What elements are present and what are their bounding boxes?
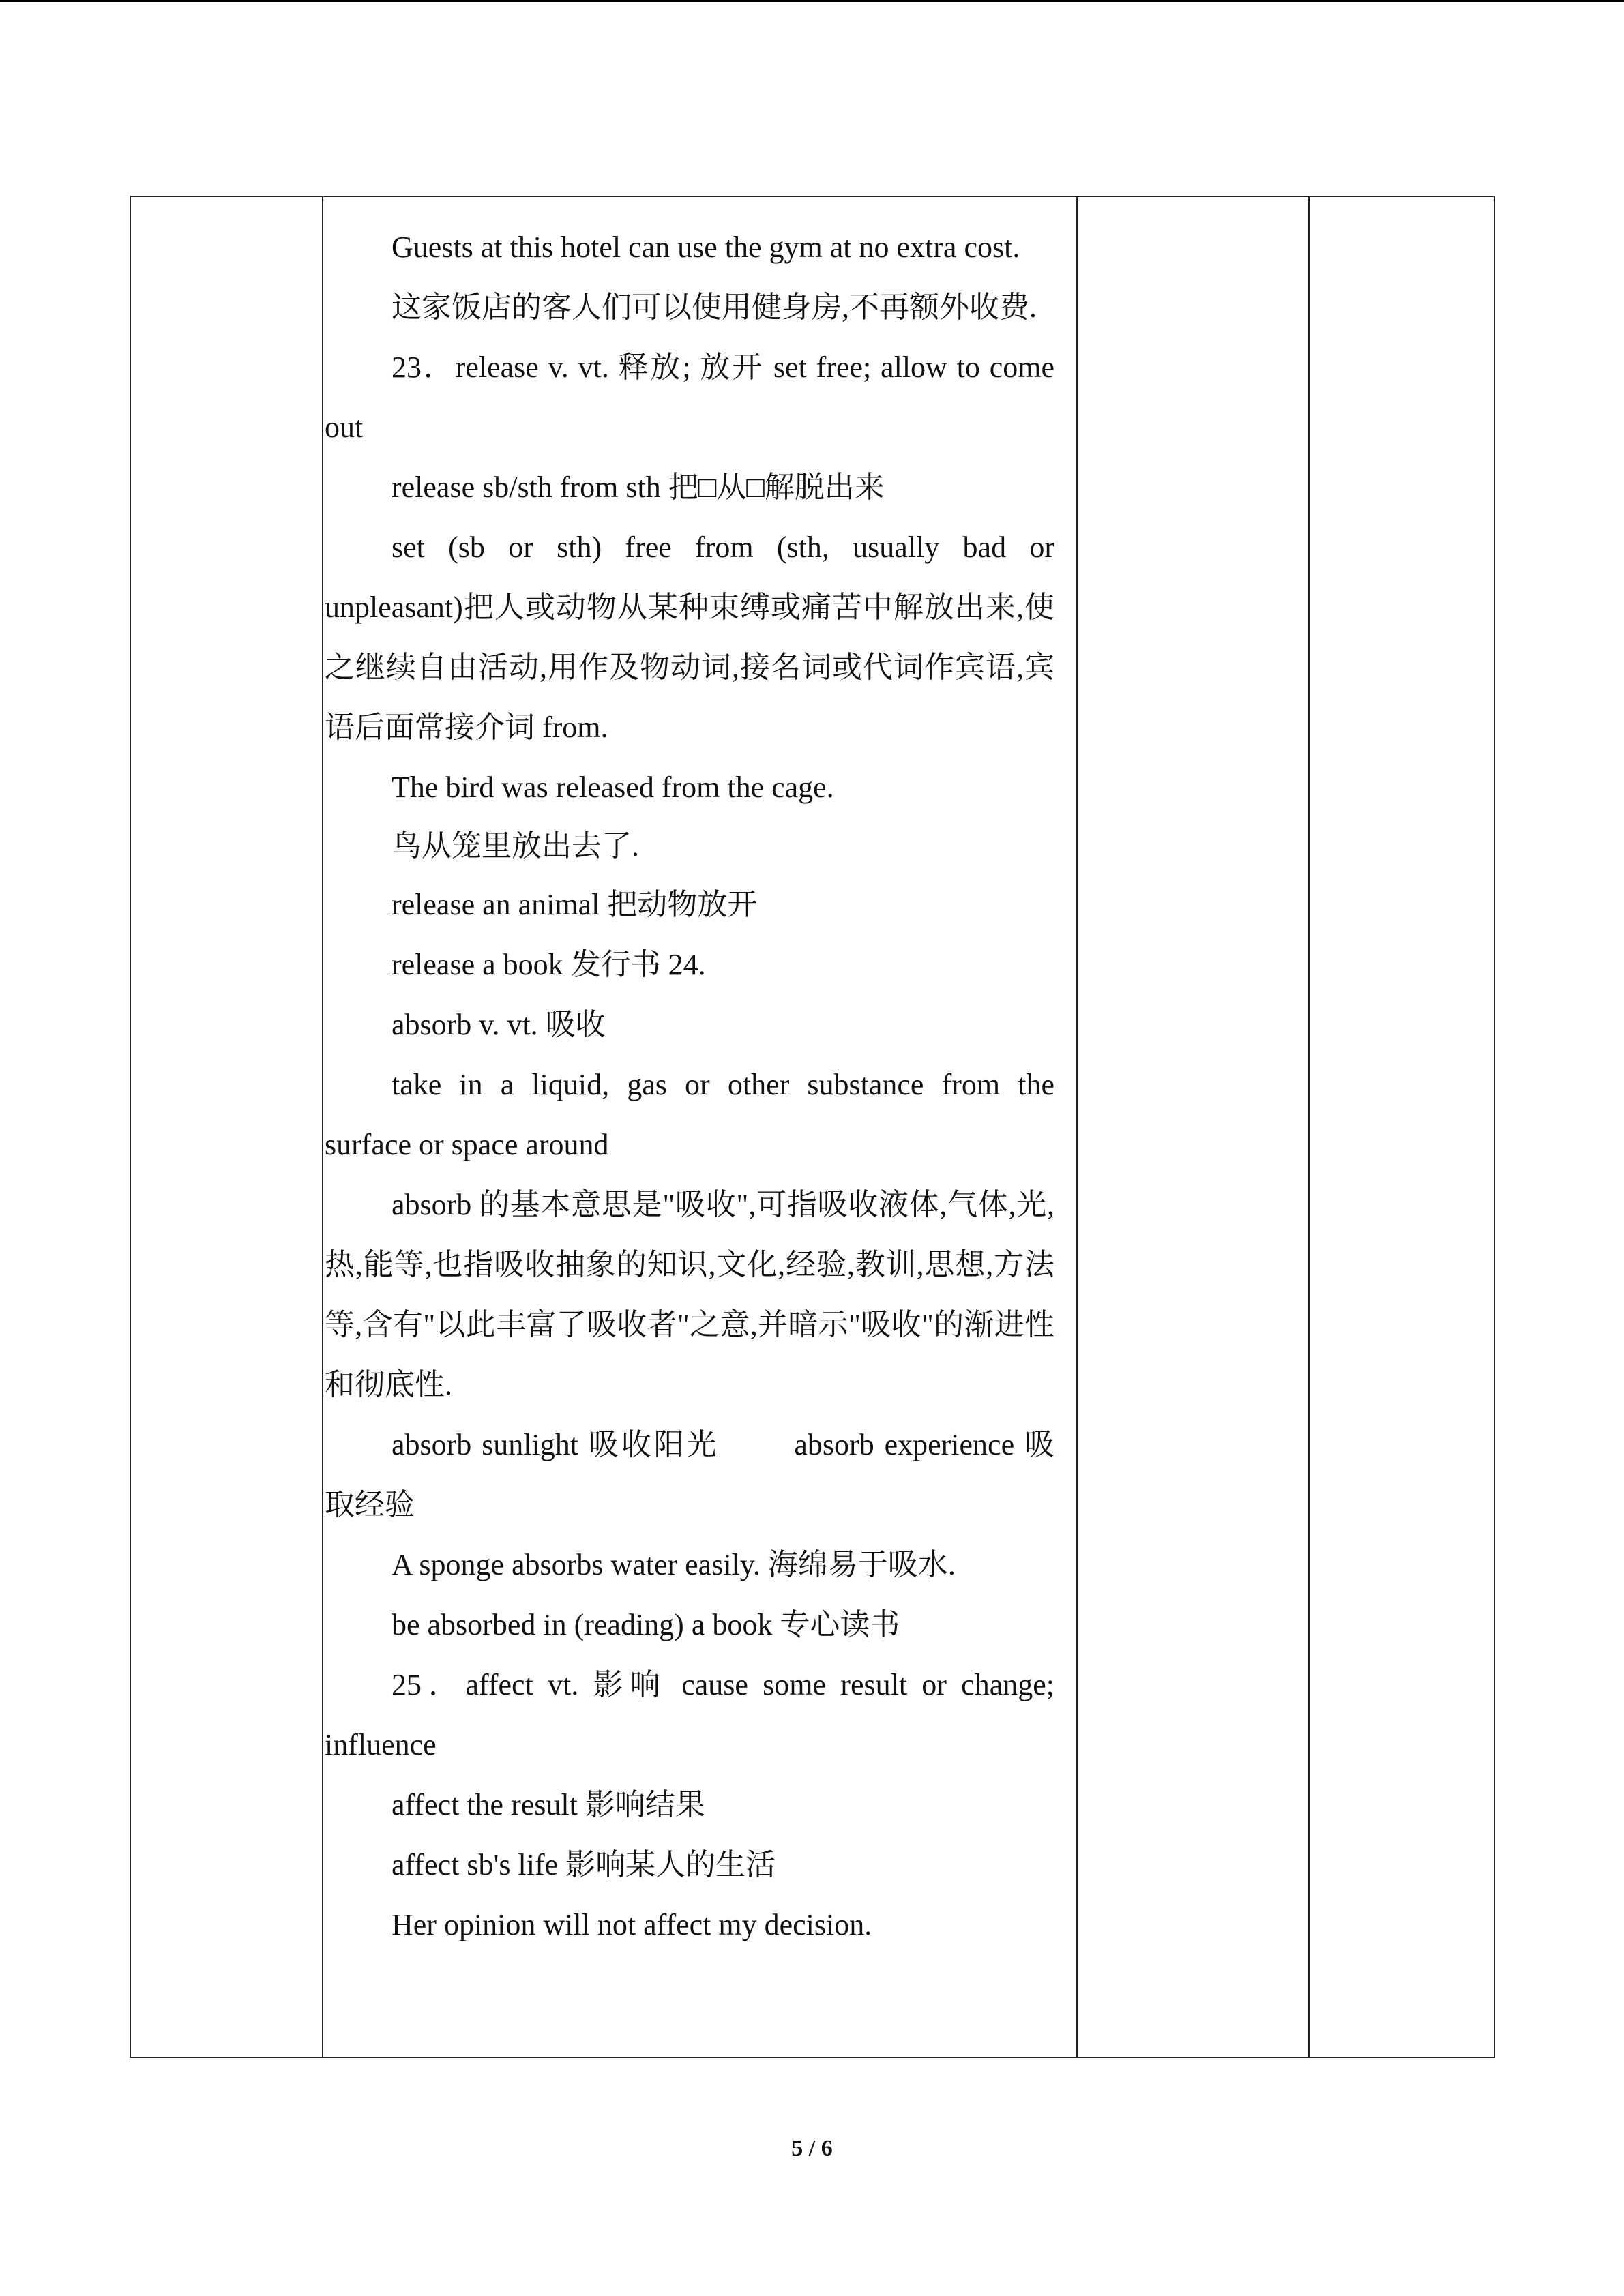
paragraph: affect sb's life 影响某人的生活: [392, 1848, 776, 1881]
paragraph: absorb 的基本意思是"吸收",可指吸收液体,气体,光,热,能等,也指吸收抽象的知识,文化,经验,教训,思想,方法等,含有"以此丰富了吸收者"之意,并暗示"吸收"的渐进性和彻底性.: [325, 1188, 1054, 1401]
paragraph: Her opinion will not affect my decision.: [392, 1908, 872, 1941]
column-divider: [322, 197, 323, 2057]
paragraph: Guests at this hotel can use the gym at no extra cost.: [392, 230, 1020, 264]
paragraph: 鸟从笼里放出去了.: [392, 829, 639, 863]
content-cell: [325, 218, 1054, 1955]
paragraph: be absorbed in (reading) a book 专心读书: [392, 1608, 900, 1641]
document-table: [130, 196, 1495, 2058]
paragraph: take in a liquid, gas or other substance from the surface or space around: [325, 1068, 1054, 1161]
paragraph: 这家饭店的客人们可以使用健身房,不再额外收费.: [392, 290, 1037, 324]
paragraph: 25．affect vt. 影响 cause some result or change; influence: [325, 1668, 1054, 1761]
paragraph: absorb v. vt. 吸收: [392, 1008, 606, 1041]
absorb-examples-line: [325, 1415, 1054, 1535]
paragraph: A sponge absorbs water easily. 海绵易于吸水.: [392, 1548, 956, 1581]
page-top-rule: [0, 0, 1624, 2]
column-divider: [1076, 197, 1078, 2057]
paragraph: 23．release v. vt. 释放; 放开 set free; allow to come out: [325, 351, 1054, 444]
paragraph: release sb/sth from sth 把□从□解脱出来: [392, 471, 885, 504]
paragraph: The bird was released from the cage.: [392, 771, 834, 804]
absorb-example-left: absorb sunlight 吸收阳光: [392, 1428, 720, 1461]
paragraph: set (sb or sth) free from (sth, usually bad or unpleasant)把人或动物从某种束缚或痛苦中解放出来,使之继续自由活动,用作及物动词,接名词或代词作宾语,宾语后面常接介词 from.: [325, 531, 1054, 744]
page-number: 5 / 6: [791, 2136, 833, 2161]
column-divider: [1308, 197, 1310, 2057]
absorb-example-right: absorb experience 吸取经验: [325, 1428, 1054, 1521]
paragraph: affect the result 影响结果: [392, 1788, 705, 1821]
paragraph: release a book 发行书 24.: [392, 948, 706, 981]
paragraph: release an animal 把动物放开: [392, 888, 758, 921]
